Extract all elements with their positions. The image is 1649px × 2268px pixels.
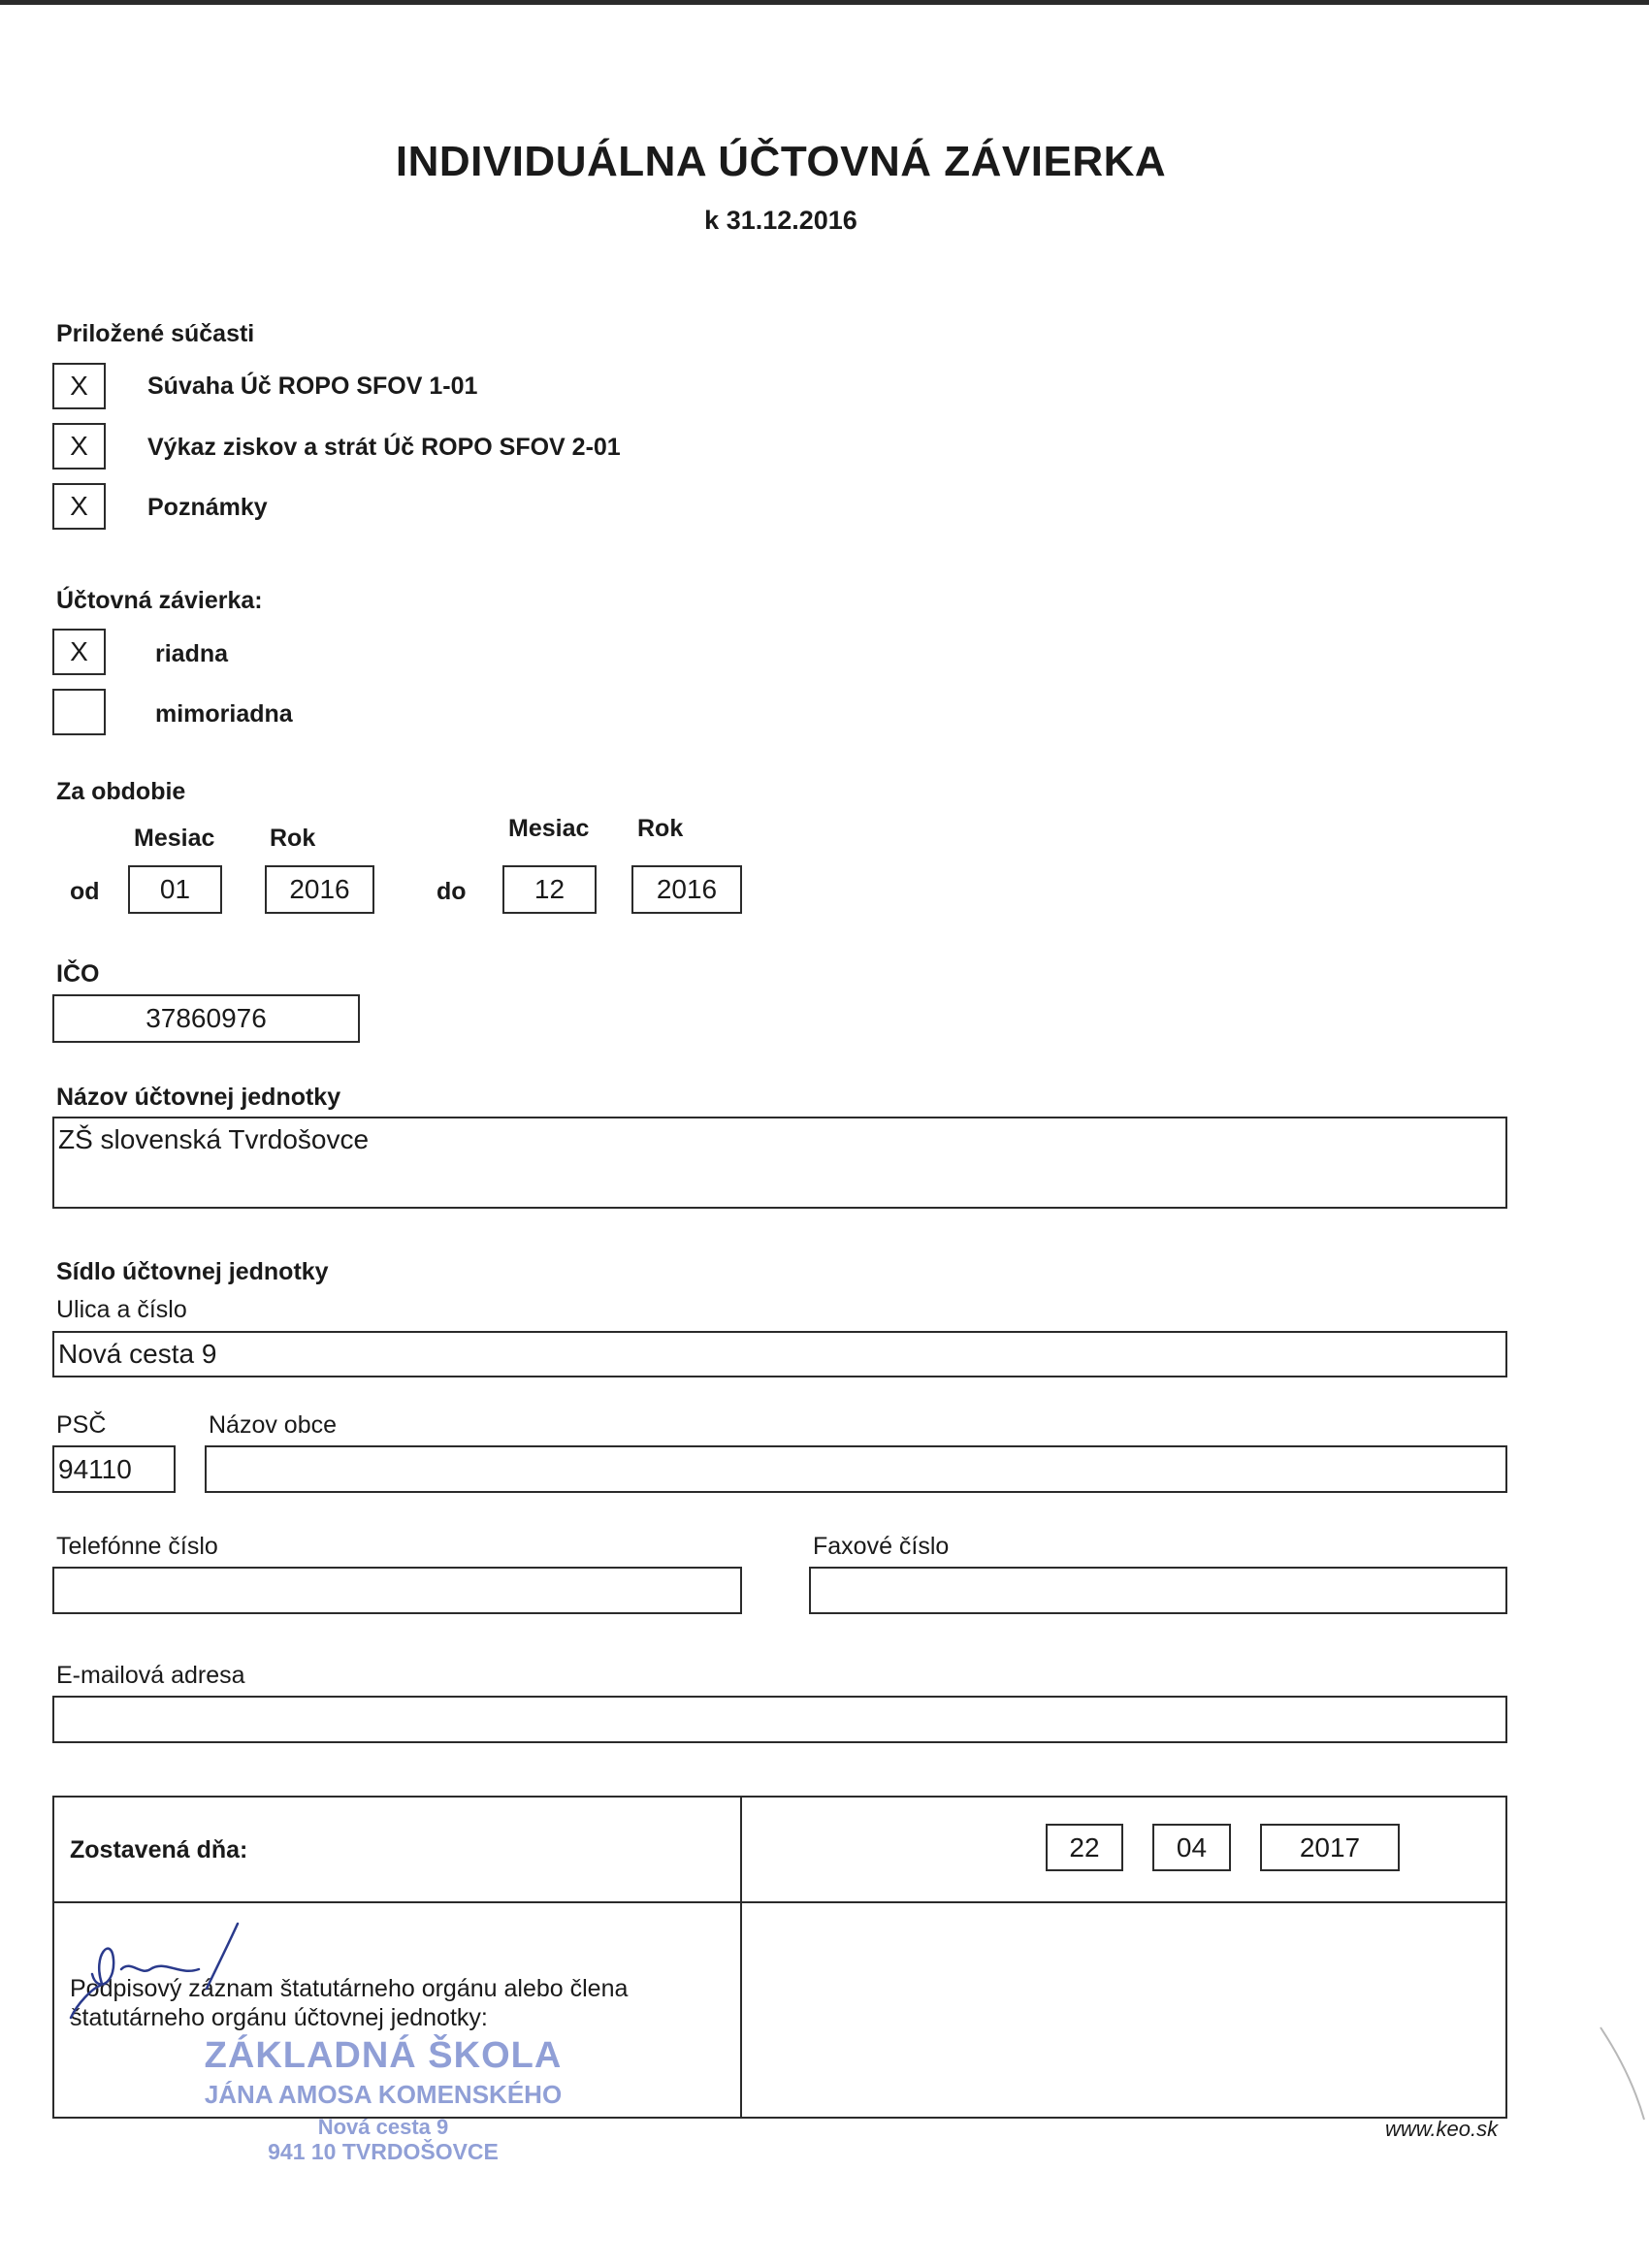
page-title: INDIVIDUÁLNA ÚČTOVNÁ ZÁVIERKA	[395, 138, 1167, 185]
to-year-field[interactable]: 2016	[631, 865, 742, 914]
compiled-month-field[interactable]: 04	[1152, 1824, 1231, 1871]
checkbox-poznamky-label: Poznámky	[147, 494, 268, 521]
table-column-divider	[740, 1796, 742, 2119]
period-label: Za obdobie	[56, 778, 186, 805]
stamp-line1: ZÁKLADNÁ ŠKOLA	[204, 2035, 563, 2076]
from-year-label: Rok	[270, 825, 316, 852]
checkbox-suvaha-label: Súvaha Úč ROPO SFOV 1-01	[147, 373, 478, 400]
from-month-field[interactable]: 01	[128, 865, 222, 914]
footer-url: www.keo.sk	[1385, 2117, 1499, 2141]
signature-stroke	[71, 1924, 238, 2018]
stamp-line3: Nová cesta 9	[317, 2115, 449, 2139]
fax-field[interactable]	[809, 1567, 1507, 1614]
entity-name-label: Názov účtovnej jednotky	[56, 1084, 341, 1111]
checkbox-mimoriadna-label: mimoriadna	[155, 700, 293, 728]
checkbox-suvaha[interactable]: X	[52, 363, 106, 409]
entity-name-field[interactable]: ZŠ slovenská Tvrdošovce	[52, 1117, 1507, 1209]
phone-field[interactable]	[52, 1567, 742, 1614]
street-field[interactable]: Nová cesta 9	[52, 1331, 1507, 1377]
checkbox-mimoriadna[interactable]	[52, 689, 106, 735]
checkbox-vykaz-label: Výkaz ziskov a strát Úč ROPO SFOV 2-01	[147, 434, 621, 461]
stamp-line4: 941 10 TVRDOŠOVCE	[268, 2139, 499, 2164]
to-month-label: Mesiac	[508, 815, 590, 842]
components-label: Priložené súčasti	[56, 320, 255, 347]
compiled-label: Zostavená dňa:	[70, 1836, 248, 1863]
to-month-field[interactable]: 12	[502, 865, 597, 914]
stamp-line2: JÁNA AMOSA KOMENSKÉHO	[204, 2080, 563, 2109]
handwritten-signature	[53, 1916, 257, 2023]
to-year-label: Rok	[637, 815, 684, 842]
checkbox-riadna-label: riadna	[155, 640, 229, 667]
from-label: od	[70, 878, 100, 905]
address-label: Sídlo účtovnej jednotky	[56, 1258, 329, 1285]
closure-type-label: Účtovná závierka:	[56, 587, 263, 614]
checkbox-vykaz[interactable]: X	[52, 423, 106, 470]
fax-label: Faxové číslo	[813, 1533, 950, 1560]
ico-label: IČO	[56, 960, 100, 988]
signature-label-line2: štatutárneho orgánu účtovnej jednotky:	[70, 2004, 488, 2031]
checkbox-poznamky[interactable]: X	[52, 483, 106, 530]
checkbox-riadna[interactable]: X	[52, 629, 106, 675]
scan-edge-mark	[1591, 2018, 1649, 2124]
email-field[interactable]	[52, 1696, 1507, 1743]
email-label: E-mailová adresa	[56, 1662, 245, 1689]
table-row-divider	[52, 1901, 1507, 1903]
street-label: Ulica a číslo	[56, 1296, 187, 1323]
psc-field[interactable]: 94110	[52, 1445, 176, 1493]
to-label: do	[436, 878, 467, 905]
from-year-field[interactable]: 2016	[265, 865, 374, 914]
psc-label: PSČ	[56, 1411, 107, 1439]
from-month-label: Mesiac	[134, 825, 215, 852]
signature-label-line1: Podpisový záznam štatutárneho orgánu alebo člena	[70, 1975, 629, 2002]
page-subtitle: k 31.12.2016	[704, 206, 857, 235]
phone-label: Telefónne číslo	[56, 1533, 218, 1560]
city-field[interactable]	[205, 1445, 1507, 1493]
ico-field[interactable]: 37860976	[52, 994, 360, 1043]
compiled-day-field[interactable]: 22	[1046, 1824, 1123, 1871]
city-label: Názov obce	[209, 1411, 338, 1439]
top-edge	[0, 0, 1649, 5]
compiled-year-field[interactable]: 2017	[1260, 1824, 1400, 1871]
